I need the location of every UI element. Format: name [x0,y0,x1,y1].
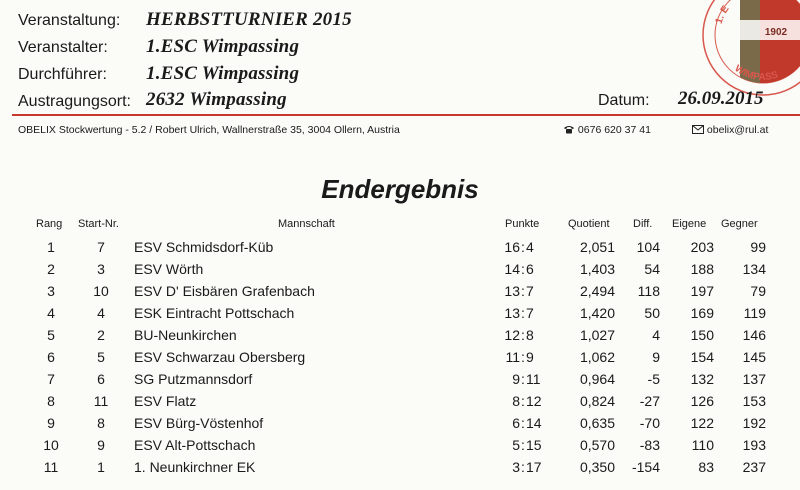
points-lost: 17 [526,459,542,475]
seal-year: 1902 [764,27,788,38]
rank-cell: 1 [47,239,55,255]
quotient-cell: 1,420 [579,305,615,321]
rank-cell: 3 [47,283,55,299]
col-opp: Gegner [721,218,758,230]
date-label: Datum: [598,92,650,109]
points-won: 13 [504,305,520,321]
diff-cell: -154 [631,459,660,475]
start-cell: 11 [93,393,109,409]
quotient-cell: 1,403 [579,261,615,277]
start-cell: 8 [97,415,105,431]
opp-cell: 146 [742,327,766,343]
team-cell: ESV Schmidsdorf-Küb [134,239,274,255]
points-won: 5 [512,437,520,453]
club-seal [700,0,800,98]
col-rank: Rang [36,218,63,230]
table-row [0,437,800,459]
own-cell: 122 [690,415,714,431]
seal-bottom-text: WIMPASS [732,63,780,84]
diff-cell: 118 [637,283,660,299]
team-cell: ESV Alt-Pottschach [134,437,256,453]
rank-cell: 7 [47,371,55,387]
executor-value: 1.ESC Wimpassing [146,63,300,84]
diff-cell: -70 [639,415,660,431]
diff-cell: -27 [639,393,660,409]
diff-cell: 9 [652,349,660,365]
quotient-cell: 0,824 [579,393,615,409]
rank-cell: 6 [47,349,55,365]
points-lost: 12 [526,393,542,409]
opp-cell: 237 [742,459,766,475]
page-title: Endergebnis [321,174,479,204]
quotient-cell: 0,350 [579,459,615,475]
table-row [0,415,800,437]
points-lost: 15 [526,437,542,453]
start-cell: 6 [97,371,105,387]
opp-cell: 145 [742,349,766,365]
points-sep: : [521,305,525,321]
start-cell: 4 [97,305,105,321]
points-won: 3 [512,459,520,475]
start-cell: 1 [97,459,105,475]
team-cell: BU-Neunkirchen [134,327,237,343]
team-cell: SG Putzmannsdorf [134,371,253,387]
rank-cell: 11 [43,459,59,475]
points-sep: : [521,371,525,387]
start-cell: 5 [97,349,105,365]
phone-contact [563,124,651,136]
diff-cell: -5 [647,371,660,387]
team-cell: ESV D' Eisbären Grafenbach [134,283,315,299]
points-lost: 8 [526,327,534,343]
quotient-cell: 2,494 [579,283,615,299]
team-cell: ESV Schwarzau Obersberg [134,349,306,365]
own-cell: 126 [690,393,714,409]
col-start: Start-Nr. [78,218,119,230]
rank-cell: 5 [47,327,55,343]
points-sep: : [521,239,525,255]
start-cell: 3 [97,261,105,277]
col-own: Eigene [672,218,707,230]
points-sep: : [521,459,525,475]
team-cell: ESV Flatz [134,393,197,409]
quotient-cell: 1,062 [579,349,615,365]
points-lost: 7 [526,283,534,299]
own-cell: 197 [690,283,714,299]
rank-cell: 10 [43,437,59,453]
opp-cell: 193 [742,437,766,453]
team-cell: 1. Neunkirchner EK [134,459,256,475]
diff-cell: 104 [636,239,660,255]
start-cell: 7 [97,239,105,255]
credits-text: OBELIX Stockwertung - 5.2 / Robert Ulrich, Wallnerstraße 35, 3004 Ollern, Austria [18,124,400,136]
own-cell: 188 [690,261,714,277]
points-won: 6 [512,415,520,431]
rank-cell: 4 [47,305,55,321]
rank-cell: 8 [47,393,55,409]
quotient-cell: 0,570 [579,437,615,453]
points-won: 9 [512,371,520,387]
points-sep: : [521,415,525,431]
quotient-cell: 0,635 [579,415,615,431]
own-cell: 132 [690,371,714,387]
col-points: Punkte [505,218,540,230]
phone-icon [563,125,575,134]
table-row [0,393,800,415]
opp-cell: 99 [750,239,766,255]
executor-label: Durchführer: [18,66,107,83]
table-row [0,349,800,371]
organizer-label: Veranstalter: [18,39,108,56]
own-cell: 150 [690,327,714,343]
start-cell: 10 [93,283,109,299]
start-cell: 9 [97,437,105,453]
own-cell: 203 [690,239,714,255]
opp-cell: 153 [742,393,766,409]
team-cell: ESK Eintracht Pottschach [134,305,295,321]
points-won: 16 [504,239,520,255]
table-row [0,371,800,393]
rank-cell: 9 [47,415,55,431]
points-lost: 14 [526,415,542,431]
quotient-cell: 2,051 [579,239,615,255]
email-address: obelix@rul.at [706,124,769,136]
rank-cell: 2 [47,261,55,277]
points-won: 13 [504,283,520,299]
event-value: HERBSTTURNIER 2015 [146,9,352,30]
opp-cell: 134 [742,261,766,277]
points-sep: : [521,327,525,343]
team-cell: ESV Wörth [134,261,204,277]
points-lost: 6 [526,261,534,277]
own-cell: 83 [698,459,714,475]
seal-top-text: 1. E [713,3,732,26]
points-sep: : [521,261,525,277]
venue-value: 2632 Wimpassing [146,89,287,110]
points-sep: : [521,393,525,409]
points-lost: 9 [526,349,534,365]
diff-cell: 4 [652,327,660,343]
points-won: 14 [504,261,520,277]
table-row [0,305,800,327]
own-cell: 169 [690,305,714,321]
points-won: 11 [505,349,520,365]
points-lost: 11 [526,371,541,387]
organizer-value: 1.ESC Wimpassing [146,36,300,57]
team-cell: ESV Bürg-Vöstenhof [134,415,264,431]
event-label: Veranstaltung: [18,12,121,29]
own-cell: 154 [690,349,714,365]
date-value: 26.09.2015 [678,88,764,109]
phone-number: 0676 620 37 41 [577,124,651,136]
venue-label: Austragungsort: [18,93,131,110]
points-lost: 7 [526,305,534,321]
opp-cell: 79 [750,283,766,299]
table-row [0,459,800,481]
opp-cell: 137 [742,371,766,387]
diff-cell: 54 [644,261,660,277]
points-sep: : [521,283,525,299]
points-lost: 4 [526,239,534,255]
svg-text:1. E [714,4,732,26]
table-row [0,261,800,283]
envelope-icon [692,125,704,134]
quotient-cell: 0,964 [579,371,615,387]
points-won: 12 [504,327,520,343]
col-quotient: Quotient [568,218,610,230]
col-team: Mannschaft [278,218,335,230]
opp-cell: 192 [742,415,766,431]
diff-cell: -83 [639,437,660,453]
start-cell: 2 [97,327,105,343]
own-cell: 110 [691,437,714,453]
table-row [0,327,800,349]
points-sep: : [521,349,525,365]
points-won: 8 [512,393,520,409]
opp-cell: 119 [743,305,766,321]
quotient-cell: 1,027 [579,327,615,343]
email-contact [692,124,768,136]
points-sep: : [521,437,525,453]
header-divider [12,114,800,116]
diff-cell: 50 [644,305,660,321]
col-diff: Diff. [633,218,653,230]
table-row [0,239,800,261]
table-row [0,283,800,305]
